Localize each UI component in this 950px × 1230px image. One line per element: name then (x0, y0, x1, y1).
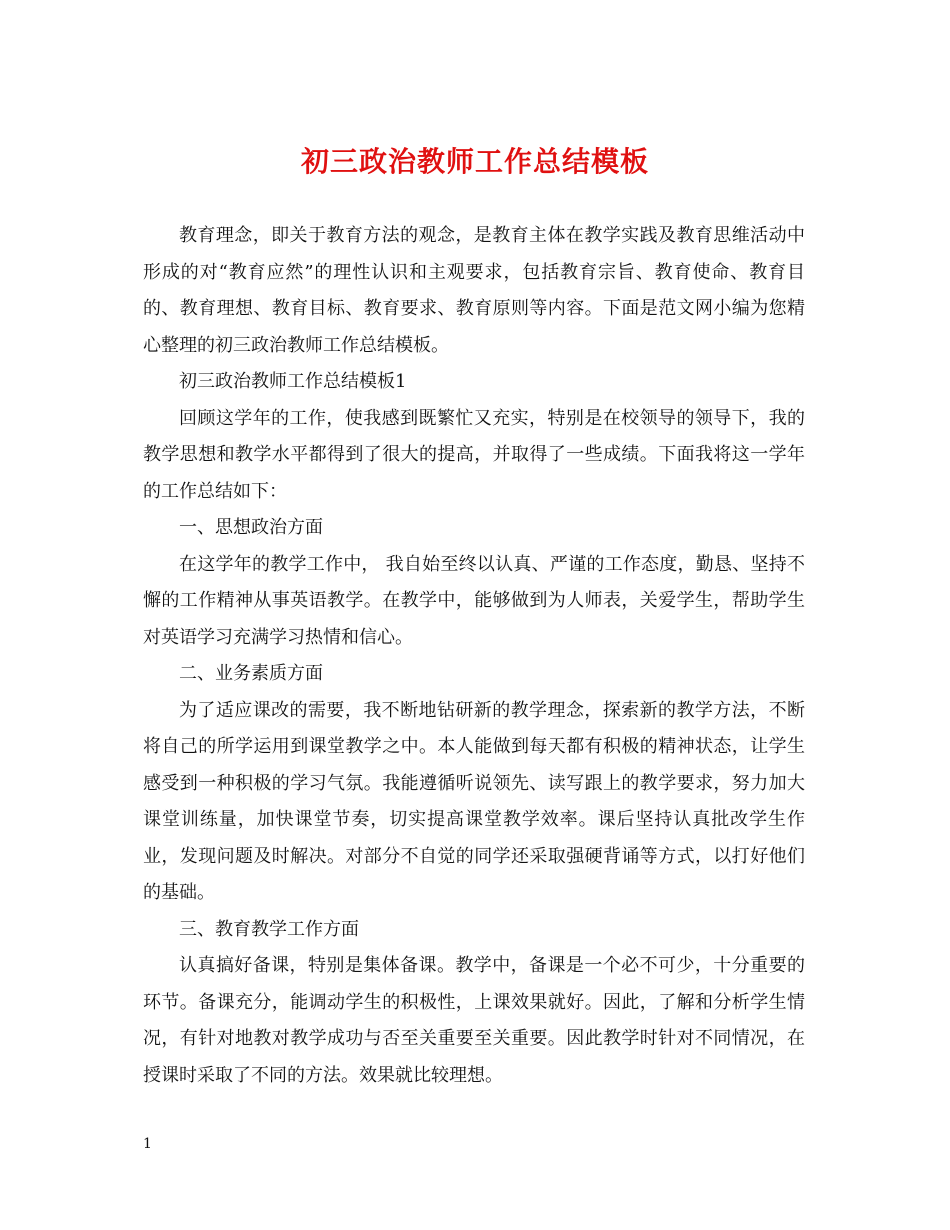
section-heading-teaching: 三、教育教学工作方面 (179, 918, 359, 940)
document-title: 初三政治教师工作总结模板 (300, 145, 649, 178)
page-number: 1 (143, 1136, 152, 1152)
section-heading-ideology: 一、思想政治方面 (179, 517, 323, 538)
paragraph-ideology: 在这学年的教学工作中， 我自始至终以认真、严谨的工作态度，勤恳、坚持不懈的工作精神从事英语教学。在教学中，能够做到为人师表，关爱学生，帮助学生对英语学习充满学习热情和信心。 (143, 553, 805, 648)
paragraph-subtitle: 初三政治教师工作总结模板1 (179, 371, 407, 392)
paragraph-intro: 教育理念，即关于教育方法的观念，是教育主体在教学实践及教育思维活动中形成的对“教育应然”的理性认识和主观要求，包括教育宗旨、教育使命、教育目的、教育理想、教育目标、教育要求、教育原则等内容。下面是范文网小编为您精心整理的初三政治教师工作总结模板。 (143, 225, 805, 356)
document-body (143, 218, 805, 1094)
section-heading-professional: 二、业务素质方面 (179, 663, 323, 684)
paragraph-professional: 为了适应课改的需要，我不断地钻研新的教学理念，探索新的教学方法，不断将自己的所学运用到课堂教学之中。本人能做到每天都有积极的精神状态，让学生感受到一种积极的学习气氛。我能遵循听说领先、读写跟上的教学要求，努力加大课堂训练量，加快课堂节奏，切实提高课堂教学效率。课后坚持认真批改学生作业，发现问题及时解决。对部分不自觉的同学还采取强硬背诵等方式，以打好他们的基础。 (143, 699, 805, 903)
paragraph-review: 回顾这学年的工作，使我感到既繁忙又充实，特别是在校领导的领导下，我的教学思想和教学水平都得到了很大的提高，并取得了一些成绩。下面我将这一学年的工作总结如下： (143, 407, 805, 502)
paragraph-teaching: 认真搞好备课，特别是集体备课。教学中，备课是一个必不可少，十分重要的环节。备课充分，能调动学生的积极性，上课效果就好。因此，了解和分析学生情况，有针对地教对教学成功与否至关重要至关重要。因此教学时针对不同情况，在授课时采取了不同的方法。效果就比较理想。 (143, 955, 805, 1086)
